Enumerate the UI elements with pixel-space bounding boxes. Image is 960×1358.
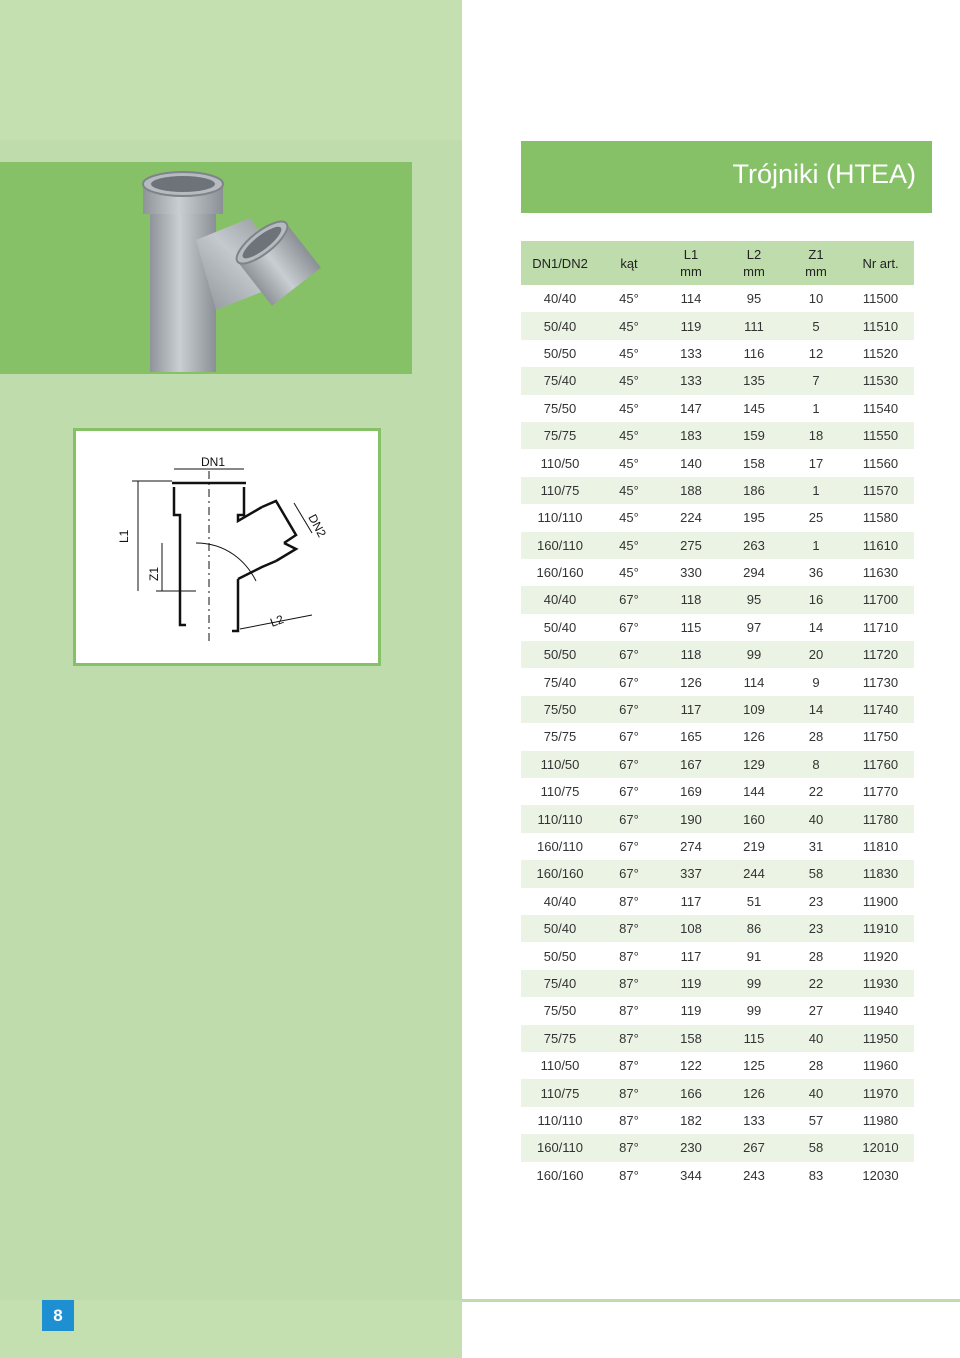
table-cell: 75/50 xyxy=(521,997,599,1024)
table-cell: 67° xyxy=(599,614,659,641)
table-cell: 11530 xyxy=(847,367,914,394)
table-cell: 51 xyxy=(723,888,785,915)
table-cell: 165 xyxy=(659,723,723,750)
table-cell: 22 xyxy=(785,778,847,805)
table-cell: 10 xyxy=(785,285,847,312)
table-cell: 167 xyxy=(659,751,723,778)
table-cell: 188 xyxy=(659,477,723,504)
table-cell: 28 xyxy=(785,723,847,750)
table-cell: 133 xyxy=(659,367,723,394)
table-cell: 11500 xyxy=(847,285,914,312)
table-cell: 8 xyxy=(785,751,847,778)
table-cell: 169 xyxy=(659,778,723,805)
header-angle: kąt xyxy=(599,241,659,285)
table-cell: 1 xyxy=(785,395,847,422)
table-cell: 83 xyxy=(785,1162,847,1189)
table-cell: 22 xyxy=(785,970,847,997)
table-cell: 160/110 xyxy=(521,1134,599,1161)
table-cell: 12030 xyxy=(847,1162,914,1189)
table-row xyxy=(521,860,914,887)
table-cell: 11740 xyxy=(847,696,914,723)
table-cell: 14 xyxy=(785,696,847,723)
table-cell: 45° xyxy=(599,504,659,531)
table-row xyxy=(521,532,914,559)
table-cell: 97 xyxy=(723,614,785,641)
table-cell: 50/50 xyxy=(521,942,599,969)
table-cell: 67° xyxy=(599,778,659,805)
table-cell: 14 xyxy=(785,614,847,641)
table-row xyxy=(521,1162,914,1189)
table-cell: 67° xyxy=(599,723,659,750)
table-cell: 219 xyxy=(723,833,785,860)
pipe-tee-photo-icon xyxy=(0,162,412,374)
table-cell: 11900 xyxy=(847,888,914,915)
table-cell: 135 xyxy=(723,367,785,394)
table-row xyxy=(521,668,914,695)
table-cell: 99 xyxy=(723,641,785,668)
table-cell: 40 xyxy=(785,805,847,832)
table-cell: 67° xyxy=(599,696,659,723)
table-cell: 108 xyxy=(659,915,723,942)
table-cell: 45° xyxy=(599,367,659,394)
table-cell: 11940 xyxy=(847,997,914,1024)
table-cell: 95 xyxy=(723,586,785,613)
table-cell: 45° xyxy=(599,559,659,586)
table-cell: 267 xyxy=(723,1134,785,1161)
table-cell: 87° xyxy=(599,997,659,1024)
table-cell: 12010 xyxy=(847,1134,914,1161)
page-title: Trójniki (HTEA) xyxy=(732,159,916,189)
table-cell: 11610 xyxy=(847,532,914,559)
table-cell: 45° xyxy=(599,395,659,422)
table-cell: 119 xyxy=(659,970,723,997)
table-cell: 75/75 xyxy=(521,723,599,750)
table-cell: 36 xyxy=(785,559,847,586)
table-cell: 160/160 xyxy=(521,559,599,586)
table-cell: 87° xyxy=(599,888,659,915)
table-cell: 126 xyxy=(723,1079,785,1106)
table-cell: 115 xyxy=(723,1025,785,1052)
table-cell: 17 xyxy=(785,449,847,476)
table-cell: 87° xyxy=(599,1134,659,1161)
table-cell: 110/75 xyxy=(521,778,599,805)
table-cell: 45° xyxy=(599,449,659,476)
table-cell: 133 xyxy=(659,340,723,367)
table-cell: 75/40 xyxy=(521,668,599,695)
table-cell: 117 xyxy=(659,942,723,969)
table-cell: 125 xyxy=(723,1052,785,1079)
table-cell: 117 xyxy=(659,696,723,723)
table-cell: 166 xyxy=(659,1079,723,1106)
table-cell: 129 xyxy=(723,751,785,778)
header-z1: Z1 mm xyxy=(785,241,847,285)
table-cell: 145 xyxy=(723,395,785,422)
table-row xyxy=(521,915,914,942)
table-cell: 158 xyxy=(659,1025,723,1052)
table-row xyxy=(521,1134,914,1161)
table-row xyxy=(521,367,914,394)
table-cell: 11560 xyxy=(847,449,914,476)
table-cell: 87° xyxy=(599,970,659,997)
table-row xyxy=(521,586,914,613)
table-cell: 67° xyxy=(599,833,659,860)
table-cell: 40 xyxy=(785,1025,847,1052)
table-cell: 12 xyxy=(785,340,847,367)
table-cell: 31 xyxy=(785,833,847,860)
table-cell: 224 xyxy=(659,504,723,531)
label-dn2: DN2 xyxy=(305,511,329,540)
table-cell: 11930 xyxy=(847,970,914,997)
header-article: Nr art. xyxy=(847,241,914,285)
table-cell: 109 xyxy=(723,696,785,723)
table-cell: 110/110 xyxy=(521,805,599,832)
table-cell: 40/40 xyxy=(521,888,599,915)
table-cell: 45° xyxy=(599,477,659,504)
table-cell: 114 xyxy=(659,285,723,312)
table-cell: 140 xyxy=(659,449,723,476)
table-cell: 294 xyxy=(723,559,785,586)
table-row xyxy=(521,449,914,476)
table-cell: 23 xyxy=(785,915,847,942)
table-cell: 115 xyxy=(659,614,723,641)
label-l2: L2 xyxy=(268,612,286,630)
table-cell: 11750 xyxy=(847,723,914,750)
page-number: 8 xyxy=(42,1300,74,1331)
table-cell: 110/50 xyxy=(521,1052,599,1079)
table-cell: 45° xyxy=(599,340,659,367)
table-row xyxy=(521,1107,914,1134)
table-cell: 11700 xyxy=(847,586,914,613)
table-row xyxy=(521,641,914,668)
table-cell: 190 xyxy=(659,805,723,832)
table-row xyxy=(521,751,914,778)
table-cell: 50/50 xyxy=(521,340,599,367)
table-cell: 114 xyxy=(723,668,785,695)
table-cell: 126 xyxy=(659,668,723,695)
table-cell: 11830 xyxy=(847,860,914,887)
table-cell: 11910 xyxy=(847,915,914,942)
table-cell: 67° xyxy=(599,751,659,778)
table-cell: 87° xyxy=(599,1107,659,1134)
table-cell: 40/40 xyxy=(521,285,599,312)
table-cell: 50/50 xyxy=(521,641,599,668)
table-cell: 16 xyxy=(785,586,847,613)
table-cell: 67° xyxy=(599,586,659,613)
table-cell: 27 xyxy=(785,997,847,1024)
table-cell: 110/50 xyxy=(521,449,599,476)
table-cell: 11710 xyxy=(847,614,914,641)
label-l1: L1 xyxy=(117,529,131,543)
table-cell: 86 xyxy=(723,915,785,942)
table-cell: 275 xyxy=(659,532,723,559)
table-cell: 160/110 xyxy=(521,833,599,860)
table-cell: 244 xyxy=(723,860,785,887)
table-cell: 11570 xyxy=(847,477,914,504)
table-cell: 11630 xyxy=(847,559,914,586)
table-cell: 1 xyxy=(785,477,847,504)
table-cell: 1 xyxy=(785,532,847,559)
table-row xyxy=(521,504,914,531)
table-cell: 11520 xyxy=(847,340,914,367)
table-cell: 122 xyxy=(659,1052,723,1079)
table-cell: 126 xyxy=(723,723,785,750)
table-cell: 159 xyxy=(723,422,785,449)
table-cell: 183 xyxy=(659,422,723,449)
table-row xyxy=(521,1025,914,1052)
table-cell: 87° xyxy=(599,1025,659,1052)
table-row xyxy=(521,723,914,750)
table-row xyxy=(521,312,914,339)
table-cell: 11960 xyxy=(847,1052,914,1079)
table-row xyxy=(521,970,914,997)
table-cell: 263 xyxy=(723,532,785,559)
table-cell: 67° xyxy=(599,668,659,695)
table-row xyxy=(521,696,914,723)
table-cell: 144 xyxy=(723,778,785,805)
table-row xyxy=(521,888,914,915)
table-row xyxy=(521,340,914,367)
table-cell: 45° xyxy=(599,532,659,559)
table-cell: 111 xyxy=(723,312,785,339)
specification-table xyxy=(521,241,914,1189)
table-cell: 116 xyxy=(723,340,785,367)
table-cell: 57 xyxy=(785,1107,847,1134)
table-cell: 11980 xyxy=(847,1107,914,1134)
table-cell: 99 xyxy=(723,970,785,997)
label-z1: Z1 xyxy=(147,566,161,581)
table-cell: 11510 xyxy=(847,312,914,339)
table-row xyxy=(521,997,914,1024)
table-row xyxy=(521,477,914,504)
table-cell: 28 xyxy=(785,942,847,969)
table-cell: 119 xyxy=(659,312,723,339)
table-row xyxy=(521,1079,914,1106)
table-cell: 25 xyxy=(785,504,847,531)
table-cell: 75/75 xyxy=(521,422,599,449)
footer-line xyxy=(462,1299,960,1302)
header-dn: DN1/DN2 xyxy=(521,241,599,285)
table-cell: 87° xyxy=(599,1162,659,1189)
table-cell: 20 xyxy=(785,641,847,668)
table-cell: 11770 xyxy=(847,778,914,805)
table-cell: 58 xyxy=(785,1134,847,1161)
table-cell: 87° xyxy=(599,942,659,969)
table-cell: 67° xyxy=(599,860,659,887)
table-cell: 5 xyxy=(785,312,847,339)
table-cell: 330 xyxy=(659,559,723,586)
table-cell: 95 xyxy=(723,285,785,312)
table-cell: 160 xyxy=(723,805,785,832)
table-cell: 110/110 xyxy=(521,1107,599,1134)
table-cell: 158 xyxy=(723,449,785,476)
tee-technical-drawing-icon xyxy=(76,431,378,663)
table-cell: 7 xyxy=(785,367,847,394)
table-cell: 45° xyxy=(599,422,659,449)
table-header-row xyxy=(521,241,914,285)
table-cell: 147 xyxy=(659,395,723,422)
table-cell: 67° xyxy=(599,641,659,668)
table-cell: 11550 xyxy=(847,422,914,449)
table-cell: 186 xyxy=(723,477,785,504)
table-cell: 75/50 xyxy=(521,395,599,422)
table-cell: 230 xyxy=(659,1134,723,1161)
table-cell: 11970 xyxy=(847,1079,914,1106)
label-dn1: DN1 xyxy=(201,455,226,469)
table-cell: 11580 xyxy=(847,504,914,531)
table-cell: 160/160 xyxy=(521,1162,599,1189)
table-cell: 11540 xyxy=(847,395,914,422)
table-row xyxy=(521,805,914,832)
table-cell: 11760 xyxy=(847,751,914,778)
table-cell: 117 xyxy=(659,888,723,915)
table-row xyxy=(521,942,914,969)
table-cell: 11780 xyxy=(847,805,914,832)
table-cell: 75/75 xyxy=(521,1025,599,1052)
table-cell: 160/160 xyxy=(521,860,599,887)
table-cell: 9 xyxy=(785,668,847,695)
table-cell: 11720 xyxy=(847,641,914,668)
table-cell: 11950 xyxy=(847,1025,914,1052)
table-cell: 23 xyxy=(785,888,847,915)
table-cell: 50/40 xyxy=(521,915,599,942)
table-row xyxy=(521,422,914,449)
table-cell: 118 xyxy=(659,641,723,668)
table-cell: 11730 xyxy=(847,668,914,695)
technical-drawing-box xyxy=(73,428,381,666)
table-cell: 118 xyxy=(659,586,723,613)
table-cell: 91 xyxy=(723,942,785,969)
table-cell: 75/40 xyxy=(521,367,599,394)
table-cell: 110/110 xyxy=(521,504,599,531)
table-cell: 28 xyxy=(785,1052,847,1079)
table-cell: 110/75 xyxy=(521,1079,599,1106)
table-cell: 160/110 xyxy=(521,532,599,559)
table-cell: 11810 xyxy=(847,833,914,860)
table-cell: 344 xyxy=(659,1162,723,1189)
table-cell: 195 xyxy=(723,504,785,531)
table-cell: 87° xyxy=(599,1052,659,1079)
table-cell: 50/40 xyxy=(521,614,599,641)
table-cell: 45° xyxy=(599,312,659,339)
table-cell: 67° xyxy=(599,805,659,832)
table-row xyxy=(521,285,914,312)
table-cell: 40 xyxy=(785,1079,847,1106)
table-cell: 50/40 xyxy=(521,312,599,339)
table-row xyxy=(521,833,914,860)
table-cell: 99 xyxy=(723,997,785,1024)
table-cell: 133 xyxy=(723,1107,785,1134)
table-cell: 18 xyxy=(785,422,847,449)
table-cell: 87° xyxy=(599,1079,659,1106)
table-cell: 182 xyxy=(659,1107,723,1134)
table-row xyxy=(521,778,914,805)
table-cell: 110/50 xyxy=(521,751,599,778)
table-cell: 45° xyxy=(599,285,659,312)
header-l1: L1 mm xyxy=(659,241,723,285)
table-row xyxy=(521,614,914,641)
table-cell: 40/40 xyxy=(521,586,599,613)
table-cell: 87° xyxy=(599,915,659,942)
table-cell: 75/40 xyxy=(521,970,599,997)
table-row xyxy=(521,1052,914,1079)
table-cell: 274 xyxy=(659,833,723,860)
product-photo-box xyxy=(0,162,412,374)
title-bar xyxy=(521,141,932,213)
table-cell: 58 xyxy=(785,860,847,887)
header-l2: L2 mm xyxy=(723,241,785,285)
table-cell: 75/50 xyxy=(521,696,599,723)
table-cell: 119 xyxy=(659,997,723,1024)
table-cell: 11920 xyxy=(847,942,914,969)
table-row xyxy=(521,559,914,586)
table-cell: 337 xyxy=(659,860,723,887)
table-row xyxy=(521,395,914,422)
table-cell: 110/75 xyxy=(521,477,599,504)
table-cell: 243 xyxy=(723,1162,785,1189)
